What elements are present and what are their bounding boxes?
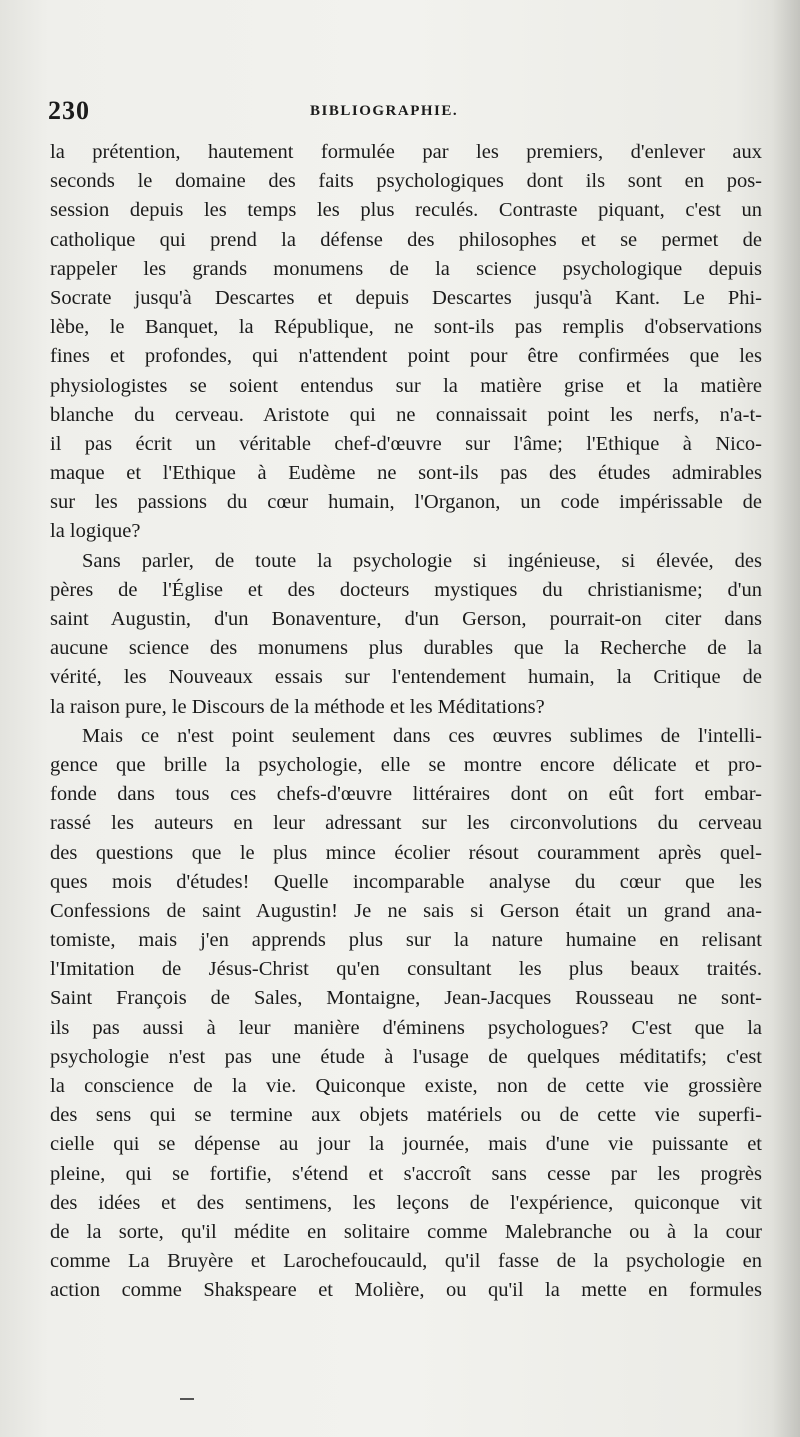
text-line: maque et l'Ethique à Eudème ne sont-ils pas des études admirables (50, 462, 762, 485)
text-line: ques mois d'études! Quelle incomparable analyse du cœur que les (50, 870, 762, 893)
text-line: des idées et des sentimens, les leçons de l'expérience, quiconque vit (50, 1191, 762, 1214)
text-line: aucune science des monumens plus durables que la Recherche de la (50, 637, 762, 660)
page-bottom-mark (180, 1398, 194, 1400)
text-line: la prétention, hautement formulée par les premiers, d'enlever aux (50, 141, 762, 163)
text-line: cielle qui se dépense au jour la journée, mais d'une vie puissante et (50, 1133, 762, 1156)
text-line: sur les passions du cœur humain, l'Organon, un code impérissable de (50, 491, 762, 514)
text-line: lèbe, le Banquet, la République, ne sont-ils pas remplis d'observations (50, 316, 762, 339)
text-line: des sens qui se termine aux objets matériels ou de cette vie superfi- (50, 1104, 762, 1127)
text-line: saint Augustin, d'un Bonaventure, d'un Gerson, pourrait-on citer dans (50, 608, 762, 630)
text-line: la raison pure, le Discours de la méthode et les Méditations? (50, 695, 545, 718)
text-line: Socrate jusqu'à Descartes et depuis Descartes jusqu'à Kant. Le Phi- (50, 286, 762, 309)
page-edge-shadow (772, 0, 800, 1437)
text-line: fonde dans tous ces chefs-d'œuvre littéraires dont on eût fort embar- (50, 783, 762, 806)
text-line: pleine, qui se fortifie, s'étend et s'accroît sans cesse par les progrès (50, 1162, 762, 1185)
text-line: fines et profondes, qui n'attendent point pour être confirmées que les (50, 345, 762, 368)
page-header (48, 96, 748, 136)
text-line: session depuis les temps les plus reculés. Contraste piquant, c'est un (50, 199, 762, 222)
text-line: seconds le domaine des faits psychologiques dont ils sont en pos- (50, 170, 762, 193)
text-line: rappeler les grands monumens de la science psychologique depuis (50, 257, 762, 280)
text-line: Sans parler, de toute la psychologie si ingénieuse, si élevée, des (82, 549, 762, 572)
text-line: il pas écrit un véritable chef-d'œuvre sur l'âme; l'Ethique à Nico- (50, 432, 762, 455)
text-line: vérité, les Nouveaux essais sur l'entendement humain, la Critique de (50, 666, 762, 689)
text-line: psychologie n'est pas une étude à l'usage de quelques méditatifs; c'est (50, 1045, 762, 1068)
text-line: des questions que le plus mince écolier résout couramment après quel- (50, 841, 762, 864)
body-text (50, 138, 762, 1306)
running-head: BIBLIOGRAPHIE. (310, 103, 459, 119)
text-line: physiologistes se soient entendus sur la matière grise et la matière (50, 374, 762, 397)
text-line: la logique? (50, 520, 141, 543)
text-line: blanche du cerveau. Aristote qui ne connaissait point les nerfs, n'a-t- (50, 403, 762, 426)
text-line: ils pas aussi à leur manière d'éminens psychologues? C'est que la (50, 1016, 762, 1039)
text-line: rassé les auteurs en leur adressant sur les circonvolutions du cerveau (50, 812, 762, 835)
text-line: catholique qui prend la défense des philosophes et se permet de (50, 228, 762, 251)
text-line: Confessions de saint Augustin! Je ne sais si Gerson était un grand ana- (50, 899, 762, 922)
text-line: tomiste, mais j'en apprends plus sur la nature humaine en relisant (50, 929, 762, 952)
text-line: pères de l'Église et des docteurs mystiques du christianisme; d'un (50, 578, 762, 601)
text-line: gence que brille la psychologie, elle se montre encore délicate et pro- (50, 753, 762, 776)
text-line: Mais ce n'est point seulement dans ces œuvres sublimes de l'intelli- (82, 724, 762, 747)
text-line: Saint François de Sales, Montaigne, Jean-Jacques Rousseau ne sont- (50, 987, 762, 1010)
text-line: l'Imitation de Jésus-Christ qu'en consultant les plus beaux traités. (50, 958, 762, 981)
page-number: 230 (48, 96, 90, 125)
text-line: action comme Shakspeare et Molière, ou qu'il la mette en formules (50, 1279, 762, 1302)
text-line: de la sorte, qu'il médite en solitaire comme Malebranche ou à la cour (50, 1220, 762, 1243)
text-line: la conscience de la vie. Quiconque existe, non de cette vie grossière (50, 1075, 762, 1097)
text-line: comme La Bruyère et Larochefoucauld, qu'il fasse de la psychologie en (50, 1250, 762, 1273)
